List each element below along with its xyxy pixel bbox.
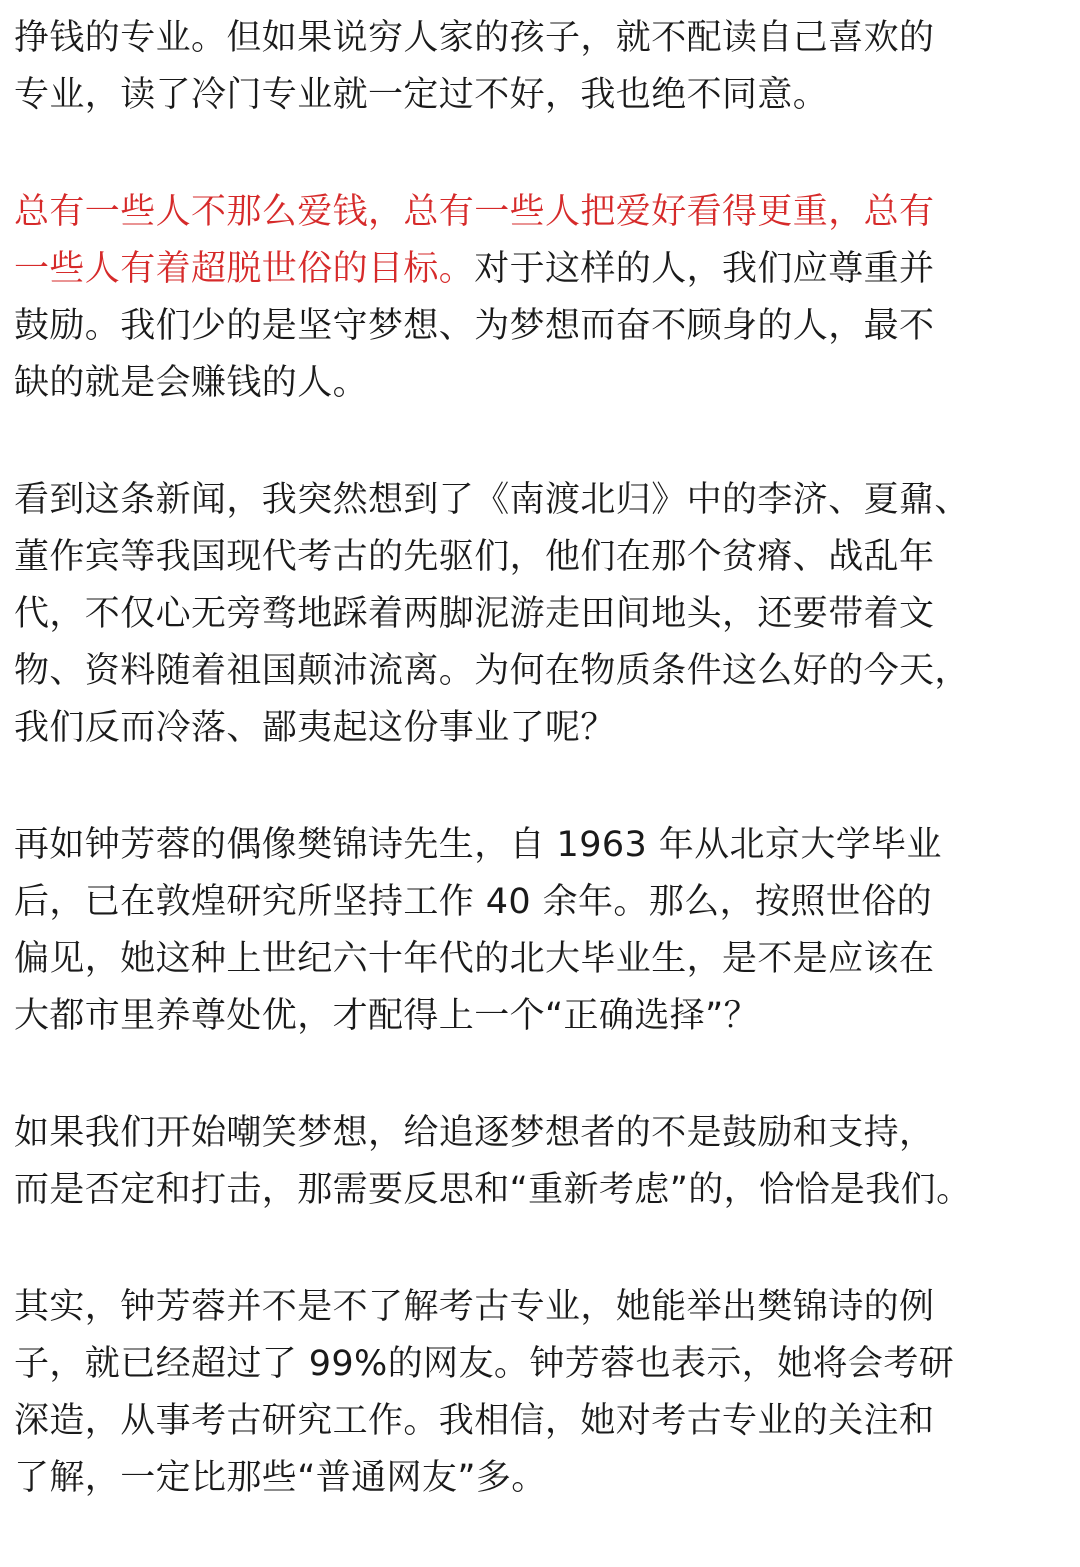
text-line: 深造，从事考古研究工作。我相信，她对考古专业的关注和 [14,1401,935,1441]
text-line: 缺的就是会赚钱的人。 [14,363,369,403]
text-line: 而是否定和打击，那需要反思和“重新考虑”的，恰恰是我们。 [14,1170,972,1210]
text-line: 代，不仅心无旁骛地踩着两脚泥游走田间地头，还要带着文 [14,594,935,634]
text-line: 了解，一定比那些“普通网友”多。 [14,1458,547,1498]
text-line: 董作宾等我国现代考古的先驱们，他们在那个贫瘠、战乱年 [14,537,935,577]
text-line: 看到这条新闻，我突然想到了《南渡北归》中的李济、夏鼐、 [14,480,970,520]
paragraph-1 [14,10,1074,124]
text-line: 物、资料随着祖国颠沛流离。为何在物质条件这么好的今天， [14,651,970,691]
text-line: 鼓励。我们少的是坚守梦想、为梦想而奋不顾身的人，最不 [14,306,935,346]
paragraph-5 [14,1105,1074,1219]
text-line: 我们反而冷落、鄙夷起这份事业了呢？ [14,708,616,748]
text-segment: 对于这样的人，我们应尊重并 [474,249,935,289]
text-line: 其实，钟芳蓉并不是不了解考古专业，她能举出樊锦诗的例 [14,1287,935,1327]
text-line: 如果我们开始嘲笑梦想，给追逐梦想者的不是鼓励和支持， [14,1113,935,1153]
paragraph-2 [14,184,1074,412]
paragraph-3 [14,472,1074,757]
text-line-mixed [14,241,1074,298]
highlighted-text-line: 总有一些人不那么爱钱，总有一些人把爱好看得更重，总有 [14,192,935,232]
paragraph-6 [14,1279,1074,1507]
text-line: 偏见，她这种上世纪六十年代的北大毕业生，是不是应该在 [14,939,935,979]
text-line: 后，已在敦煌研究所坚持工作 40 余年。那么，按照世俗的 [14,882,932,922]
text-line: 挣钱的专业。但如果说穷人家的孩子，就不配读自己喜欢的 [14,18,935,58]
text-line: 子，就已经超过了 99%的网友。钟芳蓉也表示，她将会考研 [14,1344,955,1384]
text-line: 再如钟芳蓉的偶像樊锦诗先生，自 1963 年从北京大学毕业 [14,825,942,865]
paragraph-4 [14,817,1074,1045]
text-line: 专业，读了冷门专业就一定过不好，我也绝不同意。 [14,75,829,115]
text-line: 大都市里养尊处优，才配得上一个“正确选择”？ [14,996,760,1036]
article-body [14,10,1074,1567]
highlighted-text: 一些人有着超脱世俗的目标。 [14,249,475,289]
